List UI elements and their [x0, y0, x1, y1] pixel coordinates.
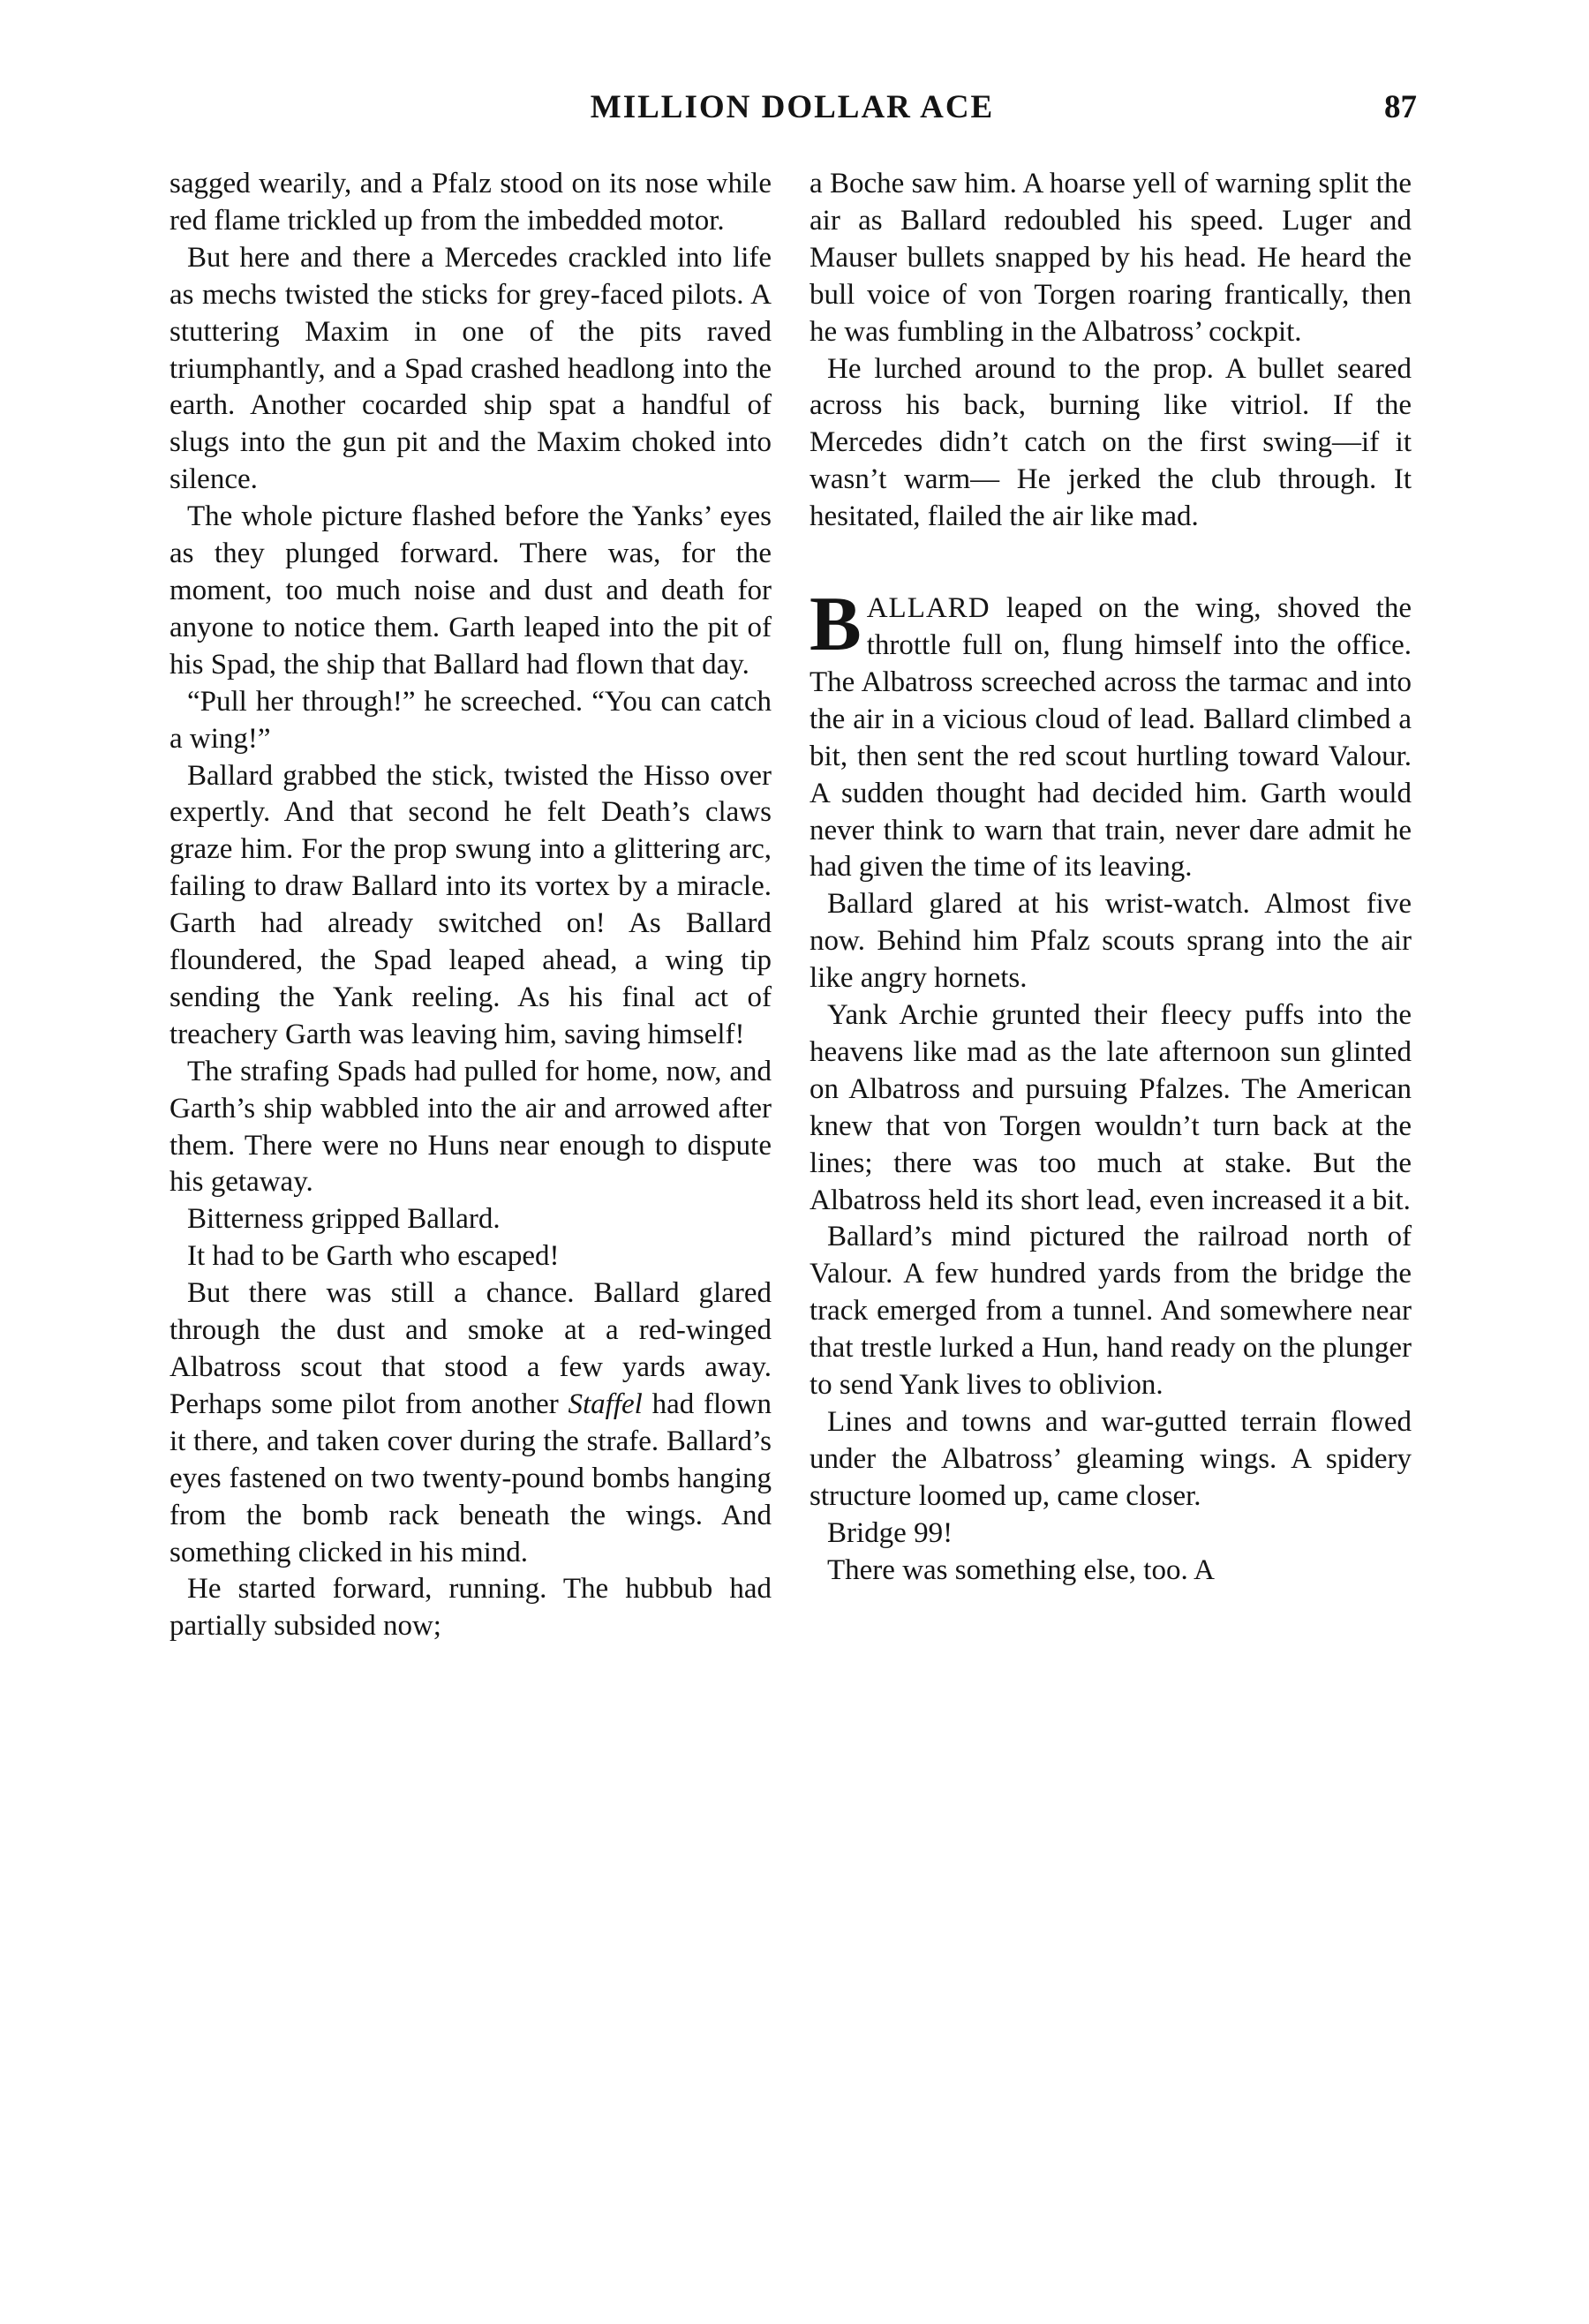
- paragraph: [169, 1275, 772, 1571]
- section-opening-paragraph: [810, 582, 1412, 886]
- paragraph: sagged wearily, and a Pfalz stood on its nose while red flame trickled up from the imbedded motor.: [169, 168, 772, 237]
- paragraph: a Boche saw him. A hoarse yell of warning split the air as Ballard redoubled his speed. Luger and Mauser bullets snapped by his head. He heard the bull voice of von Torgen roaring frantically, then he was fumbling in the Albatross’ cockpit.: [810, 168, 1412, 348]
- paragraph-text: leaped on the wing, shoved the throttle full on, flung himself into the office. The Albatross screeched across the tarmac and into the air in a vicious cloud of lead. Ballard climbed a bit, then sent the red scout hurtling toward Valour. A sudden thought had decided him. Garth would never think to warn that train, never dare admit he had given the time of its leaving.: [810, 592, 1412, 884]
- lead-word: ALLARD: [866, 592, 990, 625]
- page-number: 87: [1384, 89, 1417, 125]
- paragraph: Lines and towns and war-gutted terrain flowed under the Albatross’ gleaming wings. A spidery structure loomed up, came closer.: [810, 1406, 1412, 1512]
- paragraph: But here and there a Mercedes crackled into life as mechs twisted the sticks for grey-faced pilots. A stuttering Maxim in one of the pits raved triumphantly, and a Spad crashed headlong into the earth. Another cocarded ship spat a handful of slugs into the gun pit and the Maxim choked into silence.: [169, 241, 772, 496]
- paragraph: Yank Archie grunted their fleecy puffs into the heavens like mad as the late afternoon sun glinted on Albatross and pursuing Pfalzes. The American knew that von Torgen wouldn’t turn back at the lines; there was too much at stake. But the Albatross held its short lead, even increased it a bit.: [810, 999, 1412, 1216]
- right-column: [810, 166, 1412, 1590]
- paragraph-text-after: had flown it there, and taken cover during the strafe. Ballard’s eyes fastened on two twenty-pound bombs hanging from the bomb rack beneath the wings. And something clicked in his mind.: [169, 1388, 772, 1568]
- paragraph: Ballard grabbed the stick, twisted the Hisso over expertly. And that second he felt Death’s claws graze him. For the prop swung into a glittering arc, failing to draw Ballard into its vortex by a miracle. Garth had already switched on! As Ballard floundered, the Spad leaped ahead, a wing tip sending the Yank reeling. As his final act of treachery Garth was leaving him, saving himself!: [169, 759, 772, 1050]
- italic-word: Staffel: [568, 1388, 643, 1420]
- paragraph: Bridge 99!: [827, 1516, 953, 1549]
- paragraph: There was something else, too. A: [827, 1553, 1215, 1586]
- paragraph-text-before: But there was still a chance. Ballard glared through the dust and smoke at a red-winged Albatross scout that stood a few yards away. Perhaps some pilot from another: [169, 1277, 772, 1420]
- drop-cap: B: [810, 582, 862, 668]
- running-head: [168, 88, 1417, 132]
- paragraph: The strafing Spads had pulled for home, now, and Garth’s ship wabbled into the air and arrowed after them. There were no Huns near enough to dispute his getaway.: [169, 1055, 772, 1199]
- paragraph: Ballard glared at his wrist-watch. Almost five now. Behind him Pfalz scouts sprang into the air like angry hornets.: [810, 888, 1412, 995]
- running-title: MILLION DOLLAR ACE: [590, 89, 995, 125]
- paragraph: He lurched around to the prop. A bullet seared across his back, burning like vitriol. If the Mercedes didn’t catch on the first swing—if it wasn’t warm— He jerked the club through. It hesitated, flailed the air like mad.: [810, 352, 1412, 533]
- paragraph: He started forward, running. The hubbub had partially subsided now;: [169, 1573, 772, 1643]
- paragraph: It had to be Garth who escaped!: [187, 1240, 560, 1273]
- left-column: [169, 166, 772, 1645]
- paragraph: “Pull her through!” he screeched. “You can catch a wing!”: [169, 685, 772, 755]
- paragraph: Bitterness gripped Ballard.: [187, 1203, 501, 1236]
- paragraph: Ballard’s mind pictured the railroad north of Valour. A few hundred yards from the bridge the track emerged from a tunnel. And somewhere near that trestle lurked a Hun, hand ready on the plunger to send Yank lives to oblivion.: [810, 1221, 1412, 1402]
- paragraph: The whole picture flashed before the Yanks’ eyes as they plunged forward. There was, for the moment, too much noise and dust and death for anyone to notice them. Garth leaped into the pit of his Spad, the ship that Ballard had flown that day.: [169, 500, 772, 681]
